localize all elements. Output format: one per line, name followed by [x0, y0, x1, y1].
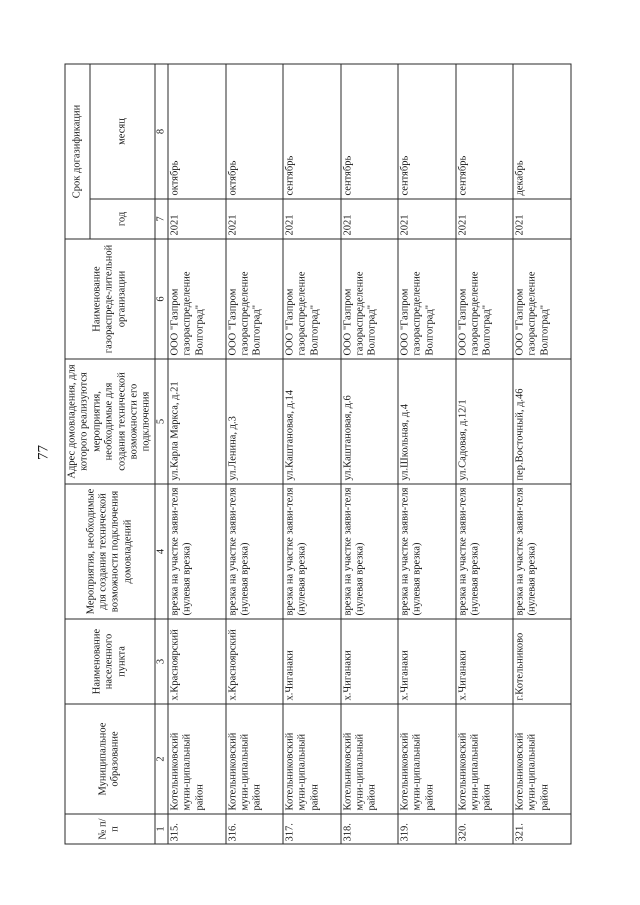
- column-number: 8: [155, 64, 168, 199]
- row-municipality: Котельниковский муни-ципальный район: [168, 704, 226, 814]
- row-settlement: х.Чиганаки: [398, 619, 456, 704]
- row-address: ул.Карла Маркса, д.21: [168, 359, 226, 484]
- row-month: сентябрь: [456, 64, 514, 199]
- header-deadline: Срок догазификации: [65, 64, 90, 239]
- row-municipality: Котельниковский муни-ципальный район: [456, 704, 514, 814]
- row-number: 317.: [283, 814, 341, 844]
- row-org: ООО "Газпром газораспределение Волгоград": [341, 239, 399, 359]
- row-month: декабрь: [513, 64, 571, 199]
- row-settlement: х.Чиганаки: [341, 619, 399, 704]
- column-number: 1: [155, 814, 168, 844]
- row-org: ООО "Газпром газораспределение Волгоград": [513, 239, 571, 359]
- column-number: 4: [155, 484, 168, 619]
- row-number: 315.: [168, 814, 226, 844]
- row-month: сентябрь: [341, 64, 399, 199]
- column-number: 5: [155, 359, 168, 484]
- column-number: 7: [155, 199, 168, 239]
- row-event: врезка на участке заяви-теля (нулевая врезка): [168, 484, 226, 619]
- table-row: [513, 64, 571, 844]
- row-org: ООО "Газпром газораспределение Волгоград": [283, 239, 341, 359]
- row-year: 2021: [513, 199, 571, 239]
- gasification-table: [65, 63, 572, 844]
- table-row: [226, 64, 284, 844]
- row-month: сентябрь: [398, 64, 456, 199]
- row-address: ул.Школьная, д.4: [398, 359, 456, 484]
- row-number: 316.: [226, 814, 284, 844]
- header-municipality: Муниципальное образование: [65, 704, 155, 814]
- header-address: Адрес домовладения, для которого реализуются мероприятия, необходимые для создания технической возможности его подключения: [65, 359, 155, 484]
- header-month: месяц: [90, 64, 154, 199]
- row-month: октябрь: [226, 64, 284, 199]
- table-row: [168, 64, 226, 844]
- row-settlement: х.Чиганаки: [456, 619, 514, 704]
- row-month: сентябрь: [283, 64, 341, 199]
- row-year: 2021: [341, 199, 399, 239]
- row-municipality: Котельниковский муни-ципальный район: [341, 704, 399, 814]
- row-year: 2021: [226, 199, 284, 239]
- row-org: ООО "Газпром газораспределение Волгоград": [456, 239, 514, 359]
- row-municipality: Котельниковский муни-ципальный район: [283, 704, 341, 814]
- row-number: 321.: [513, 814, 571, 844]
- row-event: врезка на участке заяви-теля (нулевая врезка): [398, 484, 456, 619]
- row-municipality: Котельниковский муни-ципальный район: [513, 704, 571, 814]
- column-number: 6: [155, 239, 168, 359]
- row-event: врезка на участке заяви-теля (нулевая врезка): [456, 484, 514, 619]
- row-org: ООО "Газпром газораспределение Волгоград": [168, 239, 226, 359]
- row-year: 2021: [168, 199, 226, 239]
- row-org: ООО "Газпром газораспределение Волгоград": [226, 239, 284, 359]
- row-number: 319.: [398, 814, 456, 844]
- row-settlement: х.Красноярский: [226, 619, 284, 704]
- row-address: ул.Каштановая, д.14: [283, 359, 341, 484]
- table-row: [341, 64, 399, 844]
- header-settlement: Наименование населенного пункта: [65, 619, 155, 704]
- row-event: врезка на участке заяви-теля (нулевая врезка): [341, 484, 399, 619]
- row-year: 2021: [456, 199, 514, 239]
- row-event: врезка на участке заяви-теля (нулевая врезка): [226, 484, 284, 619]
- header-event: Мероприятия, необходимые для создания технической возможности подключения домовладений: [65, 484, 155, 619]
- table-row: [283, 64, 341, 844]
- row-event: врезка на участке заяви-теля (нулевая врезка): [513, 484, 571, 619]
- row-number: 318.: [341, 814, 399, 844]
- row-settlement: х.Чиганаки: [283, 619, 341, 704]
- row-address: ул.Ленина, д.3: [226, 359, 284, 484]
- gasification-table-sheet: [65, 65, 570, 845]
- row-settlement: х.Красноярский: [168, 619, 226, 704]
- table-row: [398, 64, 456, 844]
- table-row: [456, 64, 514, 844]
- row-address: пер.Восточный, д.46: [513, 359, 571, 484]
- row-number: 320.: [456, 814, 514, 844]
- column-number: 2: [155, 704, 168, 814]
- row-settlement: г.Котельниково: [513, 619, 571, 704]
- row-address: ул.Садовая, д.12/1: [456, 359, 514, 484]
- header-year: год: [90, 199, 154, 239]
- row-municipality: Котельниковский муни-ципальный район: [226, 704, 284, 814]
- column-number: 3: [155, 619, 168, 704]
- row-address: ул.Каштановая, д.6: [341, 359, 399, 484]
- row-municipality: Котельниковский муни-ципальный район: [398, 704, 456, 814]
- row-year: 2021: [398, 199, 456, 239]
- row-event: врезка на участке заяви-теля (нулевая врезка): [283, 484, 341, 619]
- header-num: № п/п: [65, 814, 155, 844]
- page-number: 77: [35, 445, 52, 460]
- header-org: Наименование газораспреде-лительной организации: [65, 239, 155, 359]
- row-month: октябрь: [168, 64, 226, 199]
- row-year: 2021: [283, 199, 341, 239]
- row-org: ООО "Газпром газораспределение Волгоград": [398, 239, 456, 359]
